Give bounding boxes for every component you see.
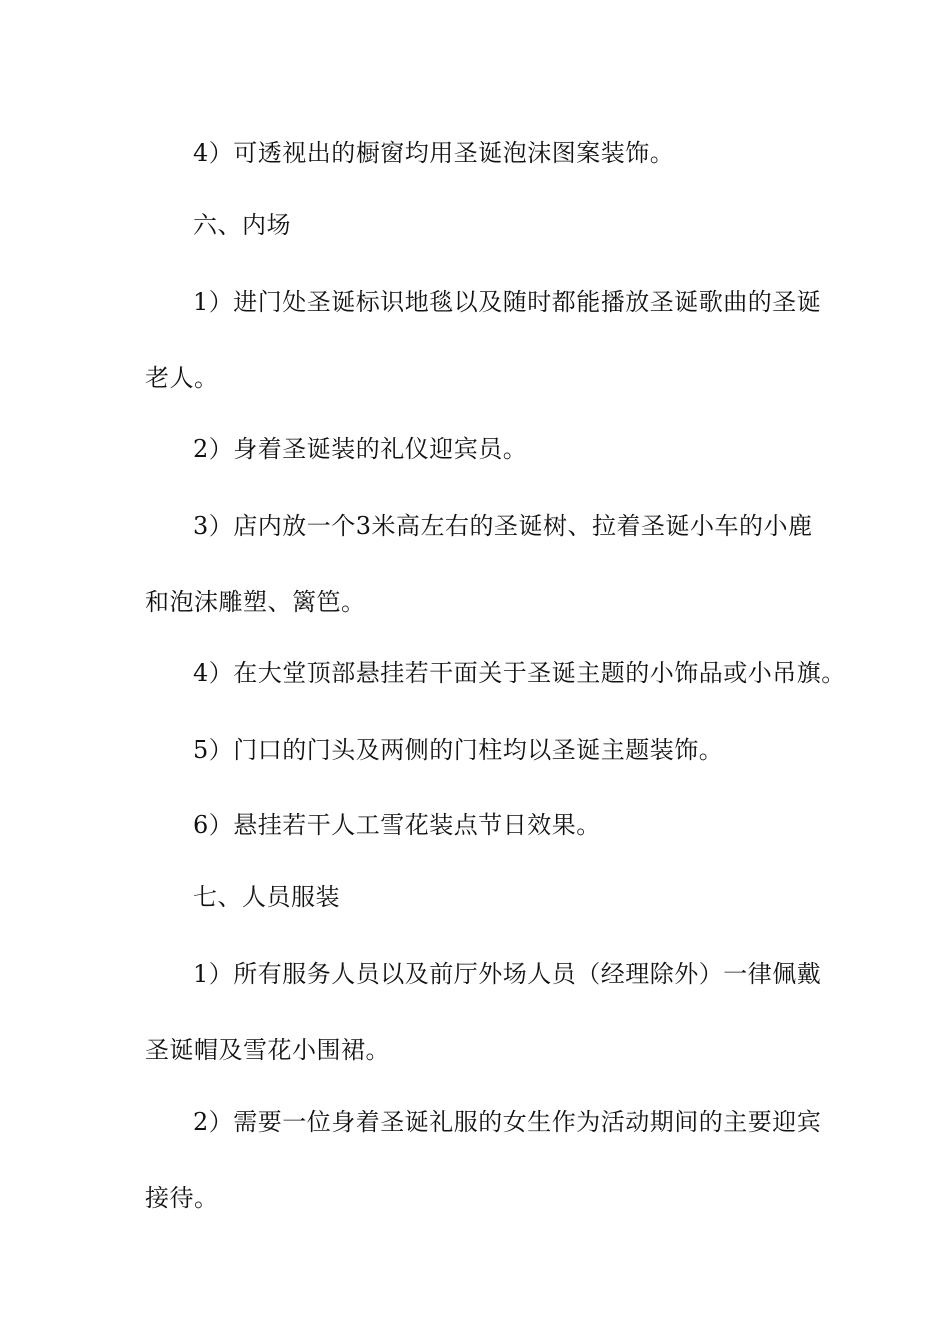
paragraph-line: 1）所有服务人员以及前厅外场人员（经理除外）一律佩戴 (193, 960, 822, 988)
paragraph-line: 和泡沫雕塑、篱笆。 (145, 588, 366, 616)
paragraph-line: 接待。 (145, 1184, 219, 1212)
paragraph-line: 老人。 (145, 364, 219, 392)
paragraph-line: 6）悬挂若干人工雪花装点节日效果。 (193, 811, 601, 839)
paragraph-line: 4）可透视出的橱窗均用圣诞泡沫图案装饰。 (193, 139, 675, 167)
paragraph-line: 4）在大堂顶部悬挂若干面关于圣诞主题的小饰品或小吊旗。 (193, 659, 846, 687)
section-heading: 六、内场 (193, 211, 291, 239)
paragraph-line: 2）身着圣诞装的礼仪迎宾员。 (193, 435, 528, 463)
paragraph-line: 2）需要一位身着圣诞礼服的女生作为活动期间的主要迎宾 (193, 1108, 822, 1136)
paragraph-line: 5）门口的门头及两侧的门柱均以圣诞主题装饰。 (193, 736, 724, 764)
paragraph-line: 圣诞帽及雪花小围裙。 (145, 1036, 390, 1064)
paragraph-line: 3）店内放一个3米高左右的圣诞树、拉着圣诞小车的小鹿 (193, 512, 813, 540)
section-heading: 七、人员服装 (193, 883, 340, 911)
paragraph-line: 1）进门处圣诞标识地毯以及随时都能播放圣诞歌曲的圣诞 (193, 288, 822, 316)
